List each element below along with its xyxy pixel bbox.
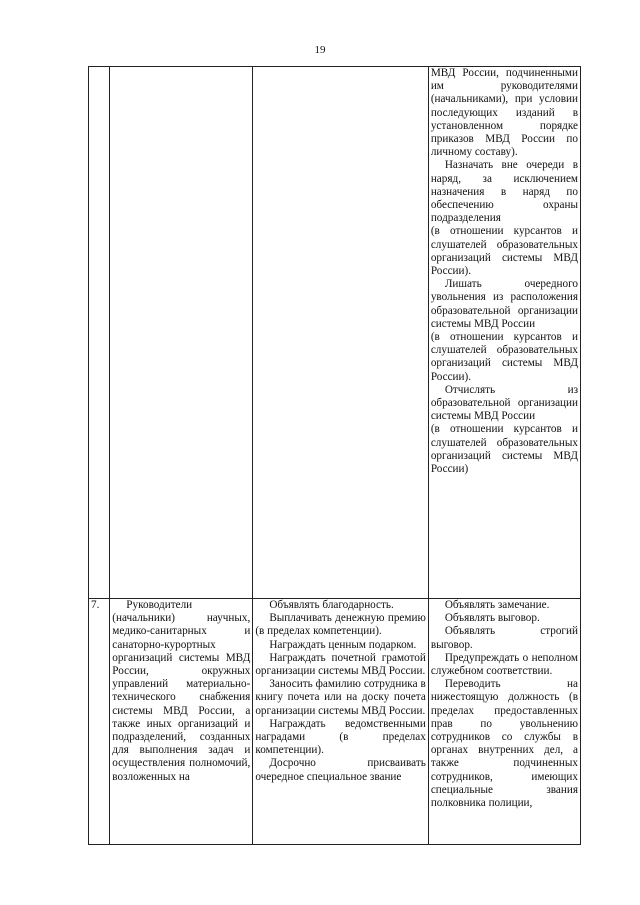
row-number-cell: 7. (89, 599, 110, 845)
paragraph: Отчислять из образовательной организации системы МВД России (430, 383, 578, 423)
paragraph: Назначать вне очереди в наряд, за исключением назначения в наряд по обеспечению охраны подразделения (430, 159, 578, 225)
paragraph: Награждать ценным подарком. (269, 638, 417, 651)
paragraph: Награждать ведомственными наградами (в пределах компетенции). (255, 717, 426, 757)
page-number: 19 (314, 44, 326, 56)
paragraph: Объявлять строгий выговор. (430, 625, 578, 651)
paragraph: (в отношении курсантов и слушателей образовательных организаций системы МВД России). (430, 331, 578, 383)
paragraph: МВД России, подчиненными им руководителями (начальниками), при условии последующих изданий в установленном порядке приказов МВД России по личному составу). (430, 67, 578, 159)
paragraph: Предупреждать о неполном служебном соответствии. (430, 651, 578, 678)
paragraph: Досрочно присваивать очередное специальное звание (255, 757, 426, 783)
paragraph: Лишать очередного увольнения из расположения образовательной организации системы МВД России (430, 278, 578, 330)
row-number-cell (89, 67, 110, 599)
table-row-continued (89, 67, 581, 599)
incentives-cell (253, 67, 428, 599)
paragraph: Заносить фамилию сотрудника в книгу почета или на доску почета организации системы МВД России. (255, 678, 426, 717)
paragraph: Объявлять замечание. (444, 599, 550, 611)
paragraph: Награждать почетной грамотой организации системы МВД России. (255, 651, 426, 678)
paragraph: Объявлять выговор. (444, 612, 540, 625)
paragraph: Объявлять благодарность. (269, 599, 394, 611)
table-row-7 (89, 599, 581, 845)
paragraph: Руководители (начальники) научных, медико-санитарных и санаторно-курортных организаций системы МВД России, окружных управлений материально-технического снабжения системы МВД России, а также иных организаций и подразделений, созданных для выполнения задач и осуществления полномочий, возложенных на (112, 599, 251, 783)
penalties-cell (428, 67, 580, 599)
officials-cell (110, 67, 253, 599)
paragraph: (в отношении курсантов и слушателей образовательных организаций системы МВД России) (430, 423, 578, 476)
paragraph: Переводить на нижестоящую должность (в пределах предоставленных прав по увольнению сотрудников со службы в органах внутренних дел, а также подчиненных сотрудников, имеющих специальные звания полковника полиции, (430, 678, 578, 810)
incentives-cell (253, 599, 428, 845)
paragraph: Выплачивать денежную премию (в пределах компетенции). (255, 612, 426, 638)
penalties-cell (428, 599, 580, 845)
measures-table (88, 66, 581, 845)
paragraph: (в отношении курсантов и слушателей образовательных организаций системы МВД России). (430, 225, 578, 278)
officials-cell (110, 599, 253, 845)
